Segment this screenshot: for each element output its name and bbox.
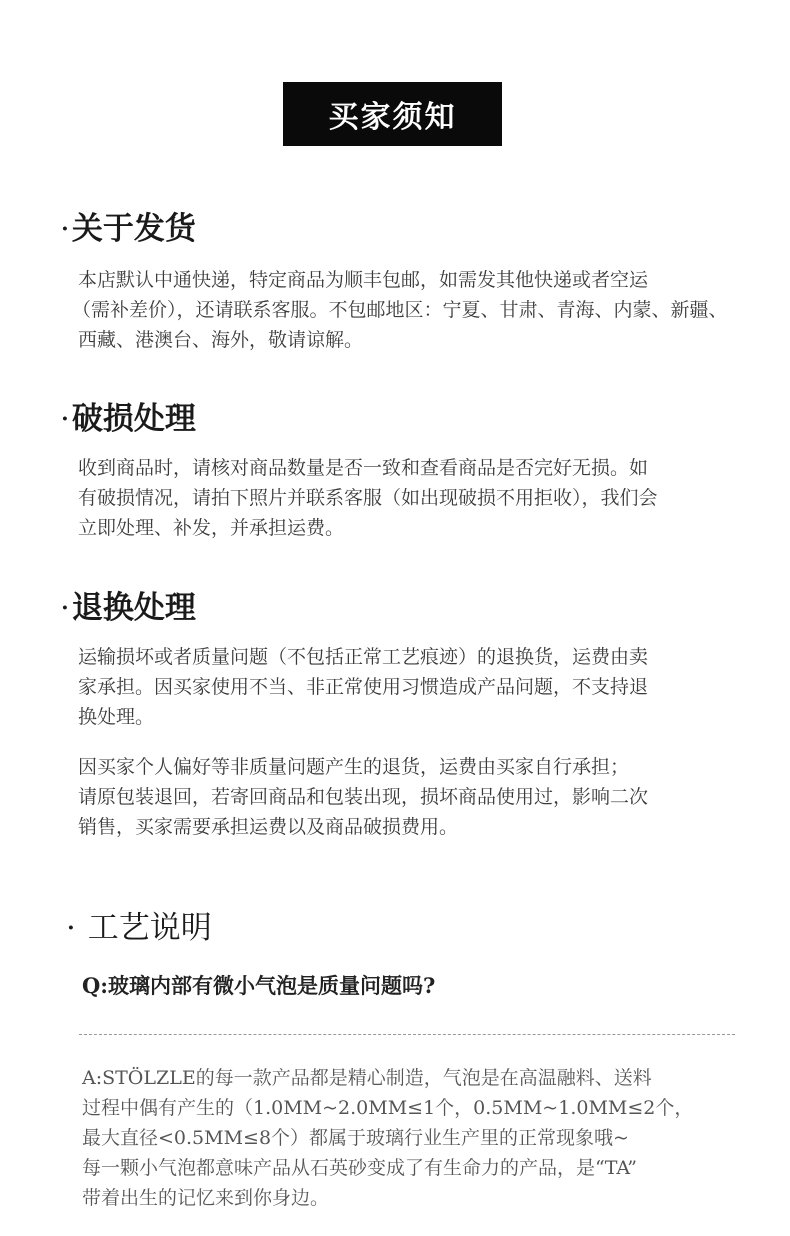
section-heading-shipping [60,203,196,248]
notice-banner [283,82,502,146]
bullet-dot: · [66,910,76,946]
banner-title: 买家须知 [328,100,457,135]
answer-line: 最大直径<0.5MM≤8个）都属于玻璃行业生产里的正常现象哦~ [82,1127,629,1149]
heading-text: 关于发货 [71,211,196,247]
section-heading-returns [60,582,196,627]
faq-answer [82,1063,693,1213]
returns-paragraph-2 [78,752,758,842]
paragraph-line: 运输损坏或者质量问题（不包括正常工艺痕迹）的退换货，运费由卖 [78,646,649,668]
paragraph-line: 因买家个人偏好等非质量问题产生的退货，运费由买家自行承担； [78,756,630,778]
heading-text: 破损处理 [71,401,196,437]
section-heading-craft [66,902,212,947]
paragraph-line: 西藏、港澳台、海外，敬请谅解。 [78,329,364,351]
answer-line: 每一颗小气泡都意味产品从石英砂变成了有生命力的产品，是“TA” [82,1157,637,1179]
answer-line: 带着出生的记忆来到你身边。 [82,1187,330,1209]
returns-paragraph [78,642,758,732]
bullet-dot: · [60,590,70,626]
paragraph-line: 换处理。 [78,706,155,728]
shipping-paragraph [72,265,758,355]
bullet-dot: · [60,211,70,247]
paragraph-line: 家承担。因买家使用不当、非正常使用习惯造成产品问题，不支持退 [78,676,649,698]
paragraph-line: 请原包装退回，若寄回商品和包装出现，损坏商品使用过，影响二次 [78,786,649,808]
paragraph-line: 本店默认中通快递，特定商品为顺丰包邮，如需发其他快递或者空运 [78,269,649,291]
paragraph-line: 收到商品时，请核对商品数量是否一致和查看商品是否完好无损。如 [78,457,649,479]
damage-paragraph [78,453,758,543]
heading-text: 退换处理 [71,590,196,626]
paragraph-line: 销售，买家需要承担运费以及商品破损费用。 [78,816,459,838]
answer-line: A:STÖLZLE的每一款产品都是精心制造，气泡是在高温融料、送料 [82,1067,652,1089]
heading-text: 工艺说明 [87,910,212,946]
dashed-divider [79,1034,735,1035]
paragraph-line: （需补差价），还请联系客服。不包邮地区：宁夏、甘肃、青海、内蒙、新疆、 [72,299,728,321]
faq-question: Q:玻璃内部有微小气泡是质量问题吗? [82,973,436,998]
paragraph-line: 有破损情况，请拍下照片并联系客服（如出现破损不用拒收），我们会 [78,487,658,509]
answer-line: 过程中偶有产生的（1.0MM~2.0MM≤1个，0.5MM~1.0MM≤2个， [82,1097,694,1119]
bullet-dot: · [60,401,70,437]
section-heading-damage [60,393,196,438]
paragraph-line: 立即处理、补发，并承担运费。 [78,517,345,539]
